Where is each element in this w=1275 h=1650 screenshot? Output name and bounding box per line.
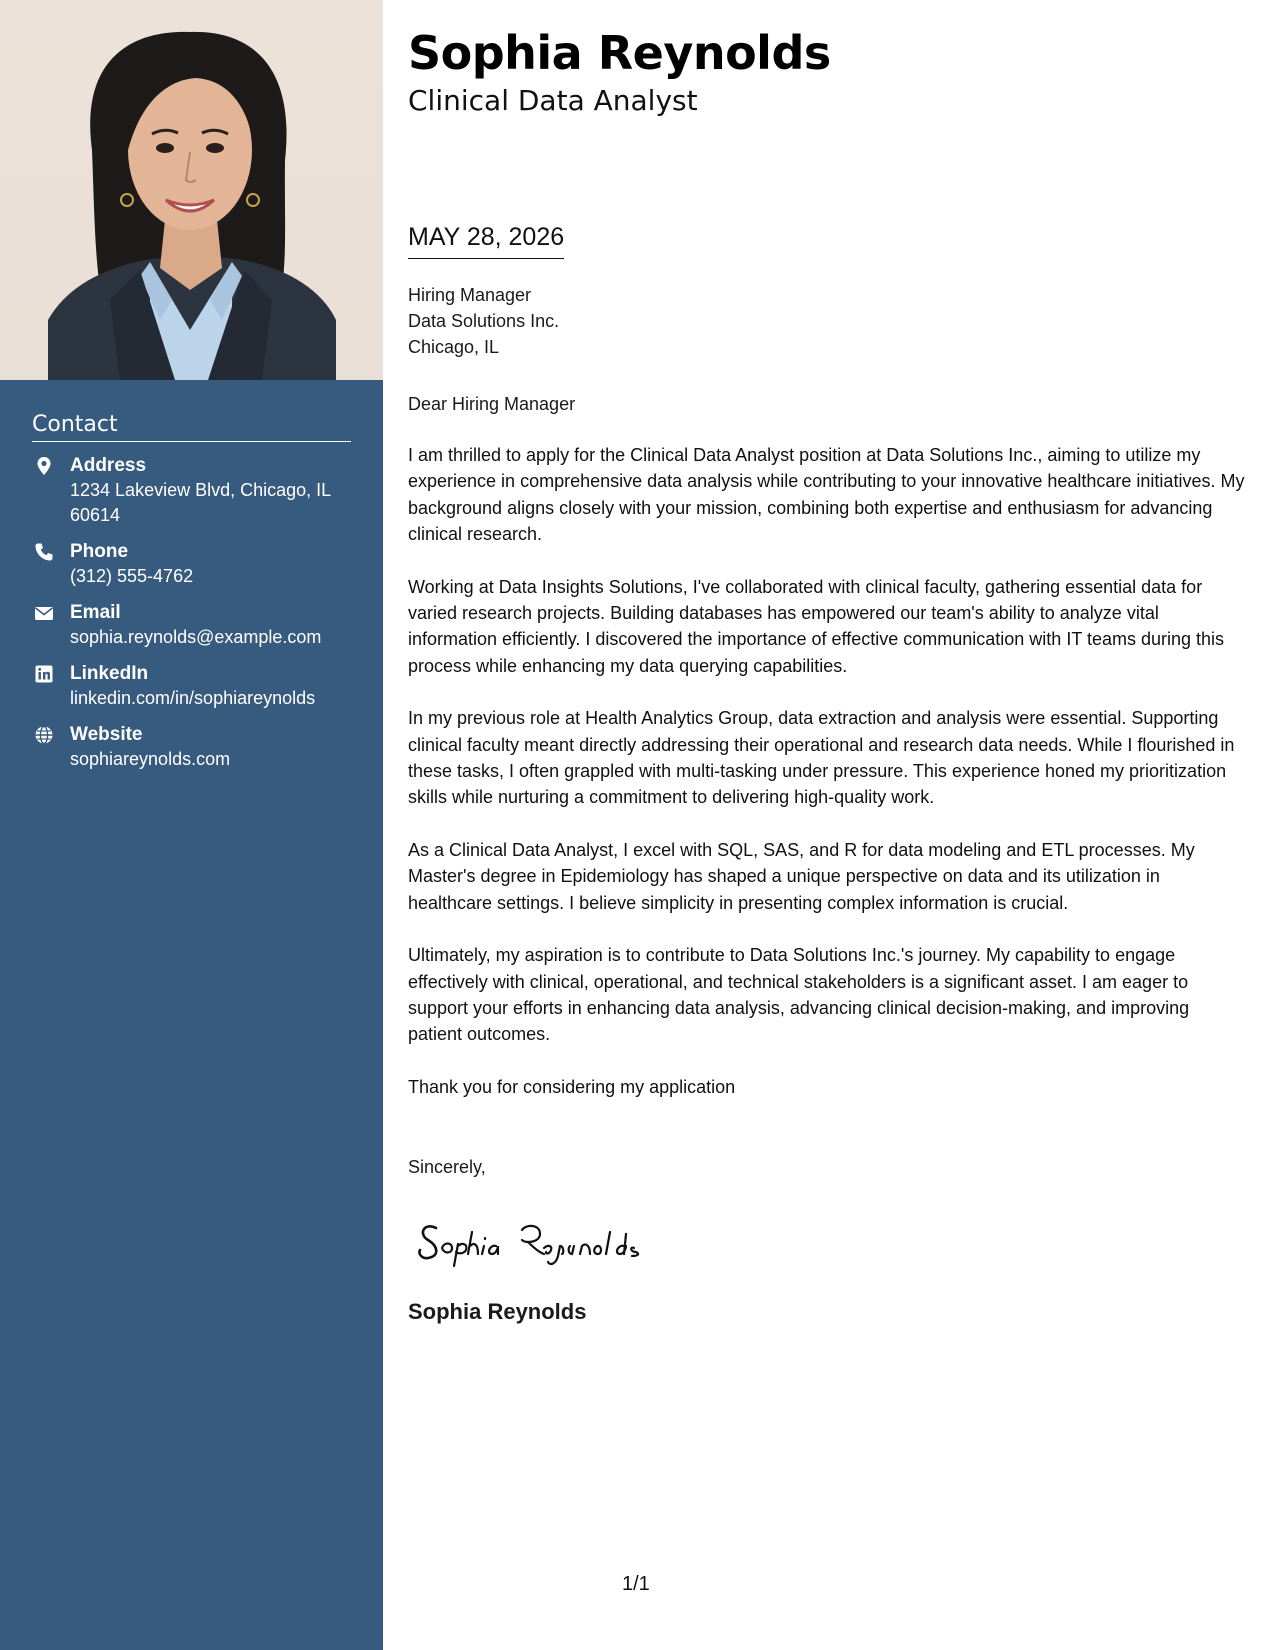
envelope-icon xyxy=(34,603,54,623)
body-paragraph: In my previous role at Health Analytics Group, data extraction and analysis were essential. Supporting clinical faculty meant directly addressing their operational and research data needs. While I flourished in these tasks, I often grappled with multi-tasking under pressure. This experience honed my prioritization skills while nurturing a commitment to delivering high-quality work. xyxy=(408,708,1235,808)
body-paragraph: Thank you for considering my application xyxy=(408,1076,736,1097)
body-paragraph: As a Clinical Data Analyst, I excel with SQL, SAS, and R for data modeling and ETL processes. My Master's degree in Epidemiology has shaped a unique perspective on data and its utilization in healthcare settings. I believe simplicity in presenting complex information is crucial. xyxy=(408,839,1195,913)
applicant-title: Clinical Data Analyst xyxy=(408,84,698,117)
page-number: 1/1 xyxy=(622,1573,650,1595)
signed-name: Sophia Reynolds xyxy=(408,1299,587,1324)
salutation: Dear Hiring Manager xyxy=(408,394,576,414)
phone-icon xyxy=(34,542,54,562)
recipient-line: Chicago, IL xyxy=(408,337,500,357)
contact-item-phone xyxy=(32,540,351,589)
website-label: Website xyxy=(70,724,143,745)
address-value: 1234 Lakeview Blvd, Chicago, IL 60614 xyxy=(70,480,331,525)
applicant-name: Sophia Reynolds xyxy=(408,26,831,80)
letter-body xyxy=(408,442,1248,1126)
email-value[interactable]: sophia.reynolds@example.com xyxy=(70,627,322,647)
linkedin-icon xyxy=(34,664,54,684)
recipient-block xyxy=(408,282,559,360)
address-label: Address xyxy=(70,455,147,476)
body-paragraph: I am thrilled to apply for the Clinical Data Analyst position at Data Solutions Inc., aiming to utilize my experience in comprehensive data analysis while contributing to your innovative healthcare initiatives. My background aligns closely with your mission, combining both expertise and enthusiasm for advancing clinical research. xyxy=(408,445,1245,545)
contact-section xyxy=(32,412,351,772)
globe-icon xyxy=(34,725,54,745)
email-label: Email xyxy=(70,602,121,623)
linkedin-value[interactable]: linkedin.com/in/sophiareynolds xyxy=(70,688,316,708)
closing: Sincerely, xyxy=(408,1157,486,1177)
contact-item-linkedin xyxy=(32,662,351,711)
recipient-line: Hiring Manager xyxy=(408,285,532,305)
signature-image xyxy=(414,1208,674,1268)
body-paragraph: Working at Data Insights Solutions, I've collaborated with clinical faculty, gathering essential data for varied research projects. Building databases has empowered our team's ability to analyze vital information efficiently. I discovered the importance of effective communication with IT teams during this process while enhancing my data querying capabilities. xyxy=(408,576,1225,676)
sidebar xyxy=(0,0,383,1650)
phone-value: (312) 555-4762 xyxy=(70,566,194,586)
recipient-line: Data Solutions Inc. xyxy=(408,311,560,331)
website-value[interactable]: sophiareynolds.com xyxy=(70,749,231,769)
phone-label: Phone xyxy=(70,541,129,562)
body-paragraph: Ultimately, my aspiration is to contribute to Data Solutions Inc.'s journey. My capability to engage effectively with clinical, operational, and technical stakeholders is a significant asset. I am eager to support your efforts in enhancing data analysis, advancing clinical decision-making, and improving patient outcomes. xyxy=(408,945,1190,1045)
contact-item-address xyxy=(32,454,351,528)
letter-date: MAY 28, 2026 xyxy=(408,223,564,259)
contact-item-website xyxy=(32,723,351,772)
contact-heading: Contact xyxy=(32,412,351,442)
contact-item-email xyxy=(32,601,351,650)
profile-photo xyxy=(0,0,383,380)
linkedin-label: LinkedIn xyxy=(70,663,149,684)
location-pin-icon xyxy=(34,456,54,476)
